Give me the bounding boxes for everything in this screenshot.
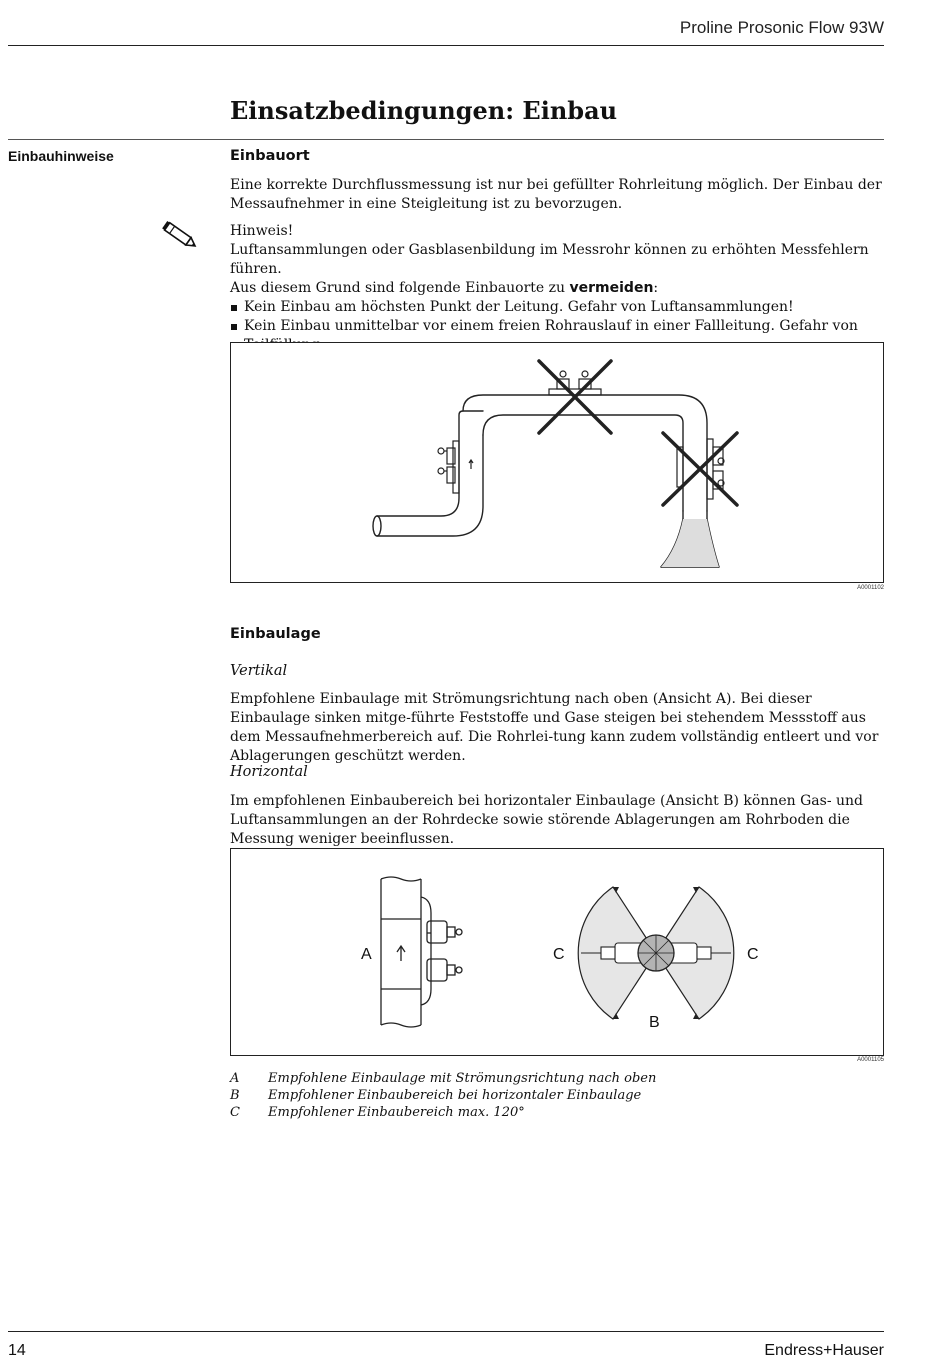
einbauort-intro: Eine korrekte Durchflussmessung ist nur bei gefüllter Rohrleitung möglich. Der Einbau der Messaufnehmer in eine Steigleitung ist zu bevorzugen. bbox=[230, 177, 882, 212]
note-title: Hinweis! bbox=[230, 223, 294, 239]
side-section-label: Einbauhinweise bbox=[8, 148, 114, 164]
note-line-2-emphasis: vermeiden bbox=[569, 280, 654, 296]
label-a: A bbox=[361, 946, 372, 963]
label-c-left: C bbox=[553, 946, 565, 963]
vertikal-text: Empfohlene Einbaulage mit Strömungsrichtung nach oben (Ansicht A). Bei dieser Einbaulage sinken mitge-führte Feststoffe und Gase steigen bei stehendem Messstoff aus dem Messaufnehmerbereich auf. Die Rohrlei-tung kann zudem vollständig entleert und vor Ablagerungen geschützt werden. bbox=[230, 691, 879, 764]
header-rule bbox=[8, 45, 884, 46]
pencil-icon bbox=[160, 218, 200, 254]
legend-text: Empfohlener Einbaubereich bei horizontaler Einbaulage bbox=[268, 1088, 642, 1103]
figure-id-2: A0001105 bbox=[857, 1057, 884, 1063]
section-heading-einbauort: Einbauort bbox=[230, 148, 310, 164]
figure-legend bbox=[230, 1070, 656, 1121]
legend-text: Empfohlener Einbaubereich max. 120° bbox=[268, 1105, 525, 1120]
legend-key: C bbox=[230, 1105, 240, 1120]
legend-key: A bbox=[230, 1071, 240, 1086]
document-header-title: Proline Prosonic Flow 93W bbox=[679, 18, 884, 37]
subheading-horizontal: Horizontal bbox=[230, 764, 308, 780]
footer-brand: Endress+Hauser bbox=[764, 1342, 884, 1359]
list-item: Kein Einbau unmittelbar vor einem freien Rohrauslauf in einer Fallleitung. Gefahr von bbox=[230, 317, 886, 355]
figure-installation-location bbox=[230, 342, 884, 583]
section-heading-einbaulage: Einbaulage bbox=[230, 626, 321, 642]
horizontal-text: Im empfohlenen Einbaubereich bei horizontaler Einbaulage (Ansicht B) können Gas- und Luftansammlungen an der Rohrdecke sowie störende Ablagerungen am Rohrboden die Messung weniger beeinflussen. bbox=[230, 793, 864, 847]
figure-installation-orientation bbox=[230, 848, 884, 1056]
chapter-title: Einsatzbedingungen: Einbau bbox=[230, 96, 618, 125]
note-line-2 bbox=[230, 279, 886, 298]
chapter-rule bbox=[8, 139, 884, 140]
label-c-right: C bbox=[747, 946, 759, 963]
legend-key: B bbox=[230, 1088, 240, 1103]
page-number: 14 bbox=[8, 1342, 26, 1359]
list-item: Kein Einbau am höchsten Punkt der Leitung. Gefahr von Luftansammlungen! bbox=[230, 298, 886, 317]
pipe-installation-drawing bbox=[231, 343, 883, 582]
note-block bbox=[230, 222, 886, 355]
legend-text: Empfohlene Einbaulage mit Strömungsrichtung nach oben bbox=[268, 1071, 657, 1086]
orientation-drawing bbox=[231, 849, 883, 1055]
label-b: B bbox=[649, 1014, 660, 1031]
figure-id-1: A0001102 bbox=[857, 585, 884, 591]
legend-row bbox=[230, 1104, 656, 1121]
legend-row bbox=[230, 1087, 656, 1104]
note-line-2-pre: Aus diesem Grund sind folgende Einbauorte zu bbox=[230, 280, 570, 296]
footer-rule bbox=[8, 1331, 884, 1332]
legend-row bbox=[230, 1070, 656, 1087]
subheading-vertikal: Vertikal bbox=[230, 663, 288, 679]
note-line-1: Luftansammlungen oder Gasblasenbildung im Messrohr können zu erhöhten Messfehlern führen. bbox=[230, 242, 869, 277]
note-line-2-post: : bbox=[653, 280, 659, 296]
